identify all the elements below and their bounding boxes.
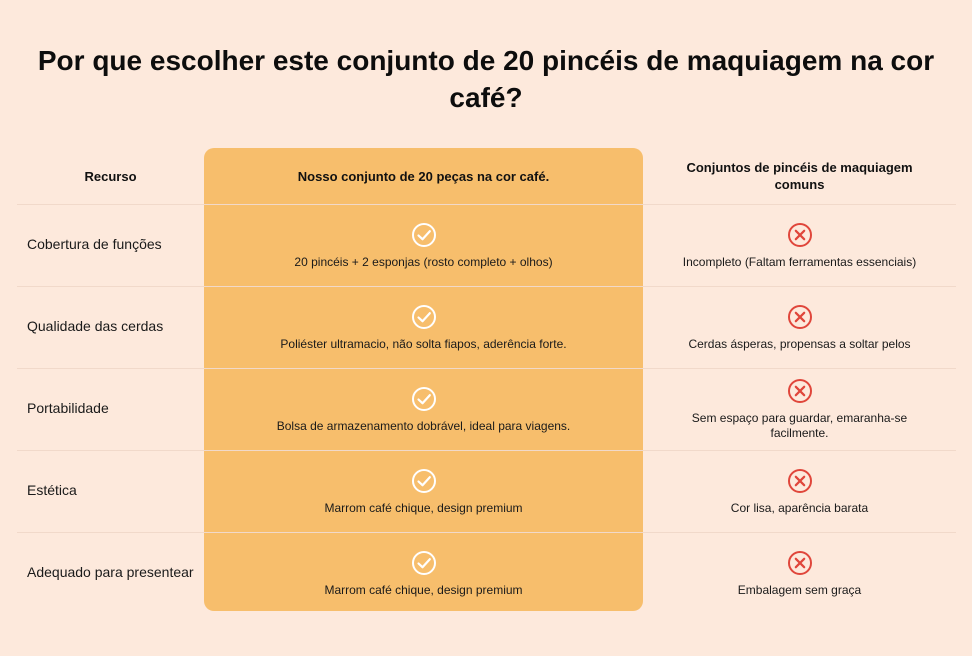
our-set-cell <box>204 533 643 614</box>
check-circle-icon <box>411 304 437 330</box>
common-set-cell <box>643 533 956 614</box>
our-set-cell <box>204 369 643 450</box>
our-set-text: Marrom café chique, design premium <box>324 582 523 597</box>
our-set-cell <box>204 205 643 286</box>
header-feature: Recurso <box>84 168 137 184</box>
common-set-text: Cor lisa, aparência barata <box>730 500 869 515</box>
common-set-text: Embalagem sem graça <box>737 582 862 597</box>
header-common-sets: Conjuntos de pincéis de maquiagem comuns <box>686 160 913 192</box>
check-circle-icon <box>411 550 437 576</box>
x-circle-icon <box>787 550 813 576</box>
common-set-cell <box>643 205 956 286</box>
common-set-text: Incompleto (Faltam ferramentas essenciais) <box>682 254 917 269</box>
table-row <box>17 287 956 369</box>
check-circle-icon <box>411 222 437 248</box>
common-set-cell <box>643 369 956 450</box>
feature-label: Portabilidade <box>27 400 109 416</box>
x-circle-icon <box>787 378 813 404</box>
table-row <box>17 451 956 533</box>
common-set-cell <box>643 451 956 532</box>
table-header-row <box>17 148 956 205</box>
feature-label: Cobertura de funções <box>27 236 162 252</box>
our-set-text: 20 pincéis + 2 esponjas (rosto completo + olhos) <box>294 254 553 269</box>
our-set-text: Poliéster ultramacio, não solta fiapos, aderência forte. <box>280 336 567 351</box>
our-set-text: Bolsa de armazenamento dobrável, ideal para viagens. <box>276 418 571 433</box>
table-row <box>17 533 956 614</box>
feature-label: Estética <box>27 482 77 498</box>
check-circle-icon <box>411 468 437 494</box>
check-circle-icon <box>411 386 437 412</box>
x-circle-icon <box>787 304 813 330</box>
comparison-table <box>17 148 956 614</box>
our-set-cell <box>204 451 643 532</box>
feature-label: Adequado para presentear <box>27 564 194 580</box>
x-circle-icon <box>787 222 813 248</box>
common-set-text: Sem espaço para guardar, emaranha-se facilmente. <box>691 411 908 440</box>
page-title: Por que escolher este conjunto de 20 pincéis de maquiagem na cor café? <box>37 45 935 113</box>
table-row <box>17 369 956 451</box>
our-set-cell <box>204 287 643 368</box>
header-our-set: Nosso conjunto de 20 peças na cor café. <box>297 168 550 184</box>
common-set-text: Cerdas ásperas, propensas a soltar pelos <box>688 336 911 351</box>
our-set-text: Marrom café chique, design premium <box>324 500 523 515</box>
common-set-cell <box>643 287 956 368</box>
table-row <box>17 205 956 287</box>
x-circle-icon <box>787 468 813 494</box>
feature-label: Qualidade das cerdas <box>27 318 164 334</box>
